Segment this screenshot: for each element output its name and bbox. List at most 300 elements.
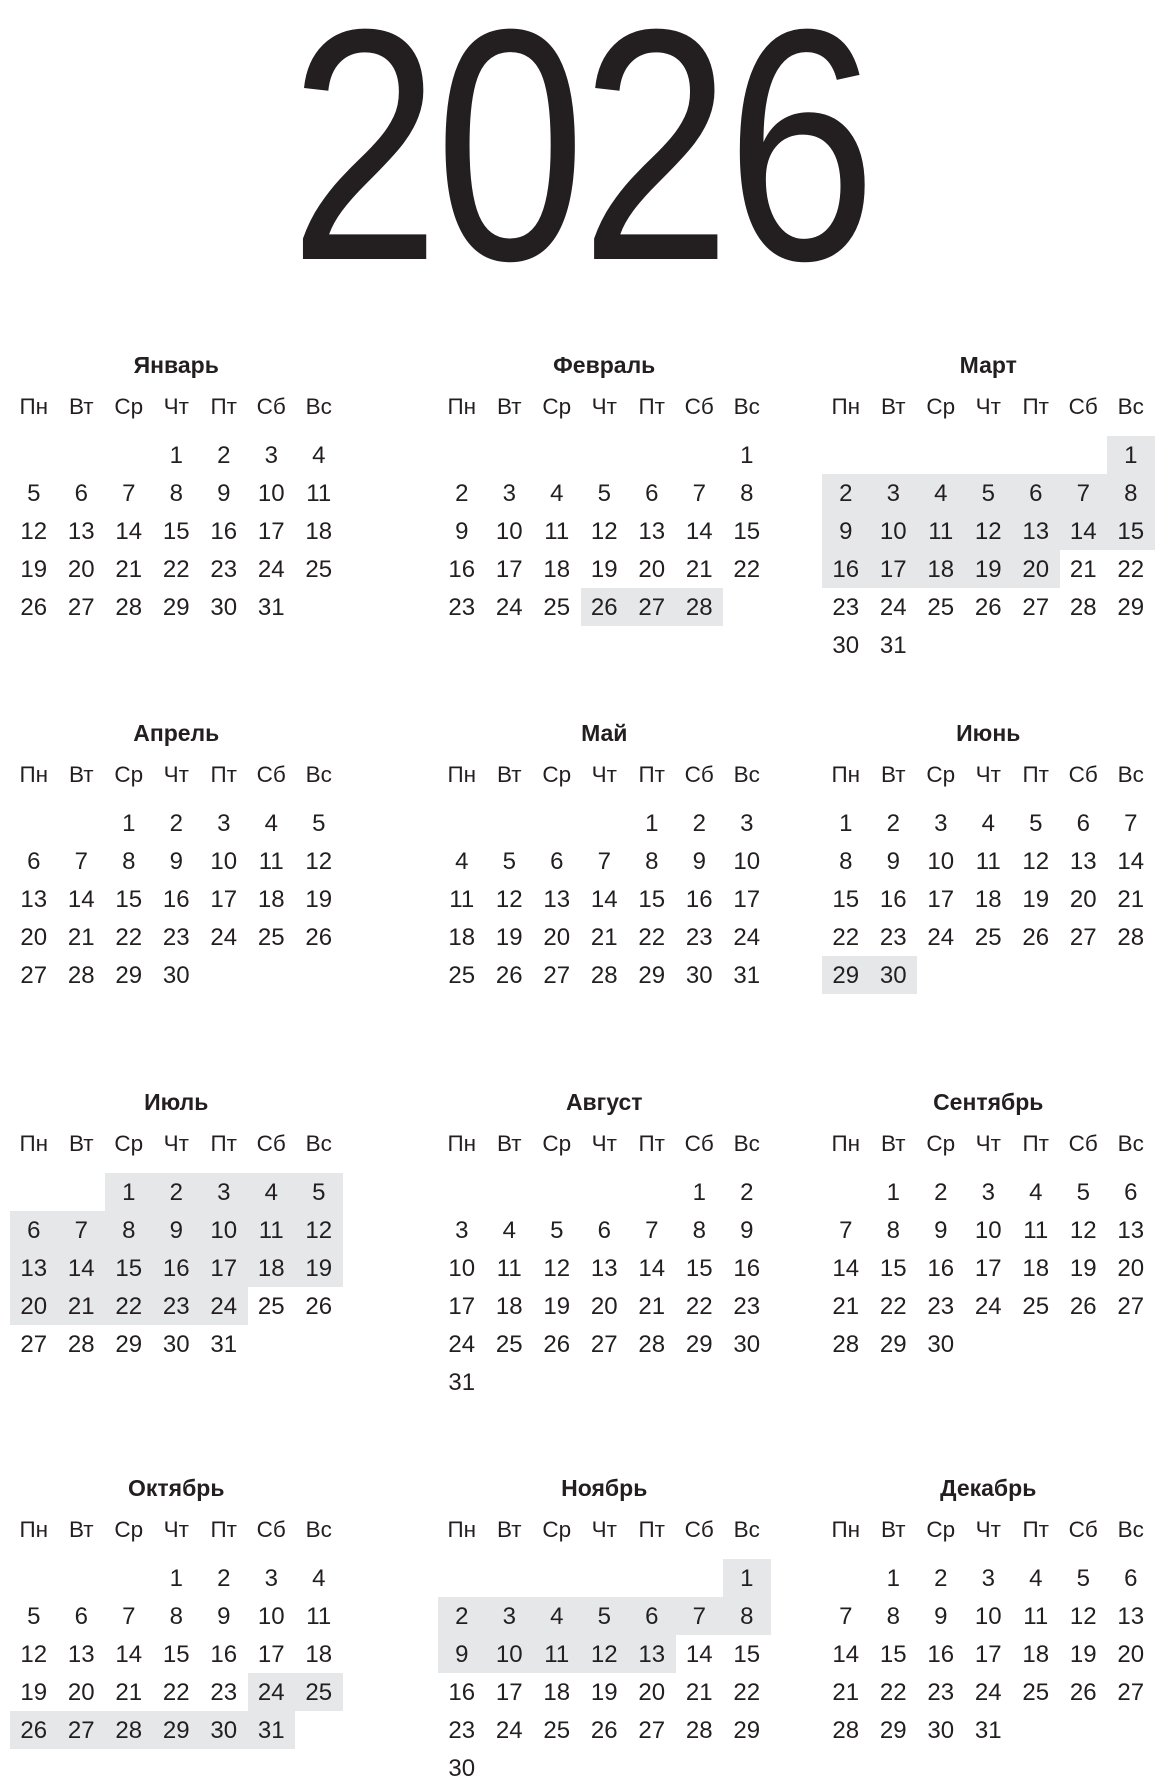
day-cell: 25: [1022, 1679, 1050, 1706]
day-cell: 16: [162, 886, 190, 913]
day-cell: 10: [210, 848, 238, 875]
day-cell: 23: [210, 556, 238, 583]
day-cell: 12: [974, 518, 1002, 545]
weekday-label: Пн: [447, 762, 477, 787]
day-cell: 14: [1117, 848, 1145, 875]
month-title: Февраль: [553, 352, 656, 378]
day-cell: 16: [448, 556, 476, 583]
day-cell: 9: [886, 848, 900, 875]
weekday-label: Вт: [68, 1131, 94, 1156]
day-cell: 21: [67, 924, 95, 951]
weekday-label: Пт: [210, 394, 237, 419]
day-cell: 6: [645, 1603, 659, 1630]
day-cell: 24: [448, 1331, 476, 1358]
day-cell: 16: [448, 1679, 476, 1706]
day-cell: 15: [879, 1641, 907, 1668]
day-cell: 6: [74, 480, 88, 507]
day-cell: 5: [1029, 810, 1043, 837]
day-cell: 14: [638, 1255, 666, 1282]
day-cell: 16: [879, 886, 907, 913]
day-cell: 23: [448, 594, 476, 621]
day-cell: 17: [974, 1641, 1002, 1668]
weekday-label: Пт: [1022, 762, 1049, 787]
day-cell: 6: [550, 848, 564, 875]
day-cell: 17: [879, 556, 907, 583]
day-cell: 31: [879, 632, 907, 659]
day-cell: 8: [692, 1217, 706, 1244]
day-cell: 3: [217, 1179, 231, 1206]
day-cell: 26: [305, 1293, 333, 1320]
day-cell: 20: [638, 556, 666, 583]
day-cell: 10: [495, 1641, 523, 1668]
day-cell: 11: [1023, 1217, 1049, 1244]
weekday-label: Пт: [210, 1131, 237, 1156]
day-cell: 18: [495, 1293, 523, 1320]
weekday-label: Ср: [114, 1131, 144, 1156]
day-cell: 30: [162, 1331, 190, 1358]
day-cell: 26: [305, 924, 333, 951]
day-cell: 7: [645, 1217, 659, 1244]
day-cell: 1: [692, 1179, 706, 1206]
day-cell: 20: [1069, 886, 1097, 913]
day-cell: 2: [740, 1179, 754, 1206]
weekday-label: Пн: [447, 394, 477, 419]
day-cell: 16: [733, 1255, 761, 1282]
day-cell: 20: [20, 1293, 48, 1320]
day-cell: 12: [543, 1255, 571, 1282]
day-cell: 6: [1124, 1565, 1138, 1592]
weekday-label: Вс: [733, 394, 760, 419]
weekday-label: Вс: [1117, 1517, 1144, 1542]
day-cell: 30: [733, 1331, 761, 1358]
day-cell: 4: [934, 480, 948, 507]
weekday-label: Вс: [305, 394, 332, 419]
day-cell: 31: [733, 962, 761, 989]
weekday-label: Вс: [733, 1131, 760, 1156]
day-cell: 13: [67, 518, 95, 545]
day-cell: 13: [1117, 1217, 1145, 1244]
day-cell: 28: [1117, 924, 1145, 951]
day-cell: 15: [638, 886, 666, 913]
day-cell: 3: [217, 810, 231, 837]
day-cell: 23: [927, 1679, 955, 1706]
day-cell: 7: [122, 480, 136, 507]
weekday-label: Пн: [19, 394, 49, 419]
day-cell: 25: [305, 1679, 333, 1706]
weekday-label: Чт: [975, 762, 1001, 787]
weekday-label: Чт: [591, 394, 617, 419]
day-cell: 5: [1076, 1565, 1090, 1592]
day-cell: 19: [974, 556, 1002, 583]
weekday-label: Ср: [926, 1517, 956, 1542]
weekday-label: Пт: [1022, 394, 1049, 419]
day-cell: 31: [257, 1717, 285, 1744]
weekday-label: Вс: [733, 1517, 760, 1542]
day-cell: 10: [927, 848, 955, 875]
day-cell: 7: [692, 480, 706, 507]
day-cell: 10: [495, 518, 523, 545]
day-cell: 9: [740, 1217, 754, 1244]
day-cell: 27: [1022, 594, 1050, 621]
day-cell: 20: [543, 924, 571, 951]
weekday-label: Пн: [447, 1131, 477, 1156]
weekday-label: Чт: [975, 1131, 1001, 1156]
day-cell: 23: [927, 1293, 955, 1320]
day-cell: 8: [169, 1603, 183, 1630]
day-cell: 21: [590, 924, 618, 951]
day-cell: 31: [257, 594, 285, 621]
day-cell: 3: [502, 480, 516, 507]
day-cell: 28: [638, 1331, 666, 1358]
day-cell: 10: [210, 1217, 238, 1244]
day-cell: 7: [597, 848, 611, 875]
day-cell: 26: [1069, 1679, 1097, 1706]
day-cell: 6: [74, 1603, 88, 1630]
day-cell: 8: [1124, 480, 1138, 507]
weekday-label: Чт: [975, 394, 1001, 419]
day-cell: 19: [590, 1679, 618, 1706]
day-cell: 20: [638, 1679, 666, 1706]
day-cell: 19: [305, 886, 333, 913]
day-cell: 4: [455, 848, 469, 875]
day-cell: 5: [312, 810, 326, 837]
day-cell: 31: [448, 1369, 476, 1396]
day-cell: 12: [305, 848, 333, 875]
day-cell: 7: [74, 1217, 88, 1244]
day-cell: 25: [495, 1331, 523, 1358]
weekday-label: Вт: [880, 1131, 906, 1156]
day-cell: 4: [550, 1603, 564, 1630]
day-cell: 11: [928, 518, 954, 545]
month-title: Май: [581, 720, 628, 746]
day-cell: 25: [927, 594, 955, 621]
day-cell: 30: [210, 1717, 238, 1744]
weekday-label: Чт: [163, 1517, 189, 1542]
day-cell: 14: [115, 518, 143, 545]
day-cell: 12: [590, 1641, 618, 1668]
day-cell: 25: [305, 556, 333, 583]
day-cell: 29: [1117, 594, 1145, 621]
day-cell: 19: [1069, 1255, 1097, 1282]
day-cell: 19: [543, 1293, 571, 1320]
weekday-label: Вт: [68, 762, 94, 787]
day-cell: 27: [638, 1717, 666, 1744]
day-cell: 12: [495, 886, 523, 913]
day-cell: 7: [692, 1603, 706, 1630]
day-cell: 12: [20, 518, 48, 545]
month-title: Март: [959, 352, 1017, 378]
weekday-label: Вт: [496, 1517, 522, 1542]
weekday-label: Ср: [926, 1131, 956, 1156]
day-cell: 2: [169, 1179, 183, 1206]
day-cell: 1: [1124, 442, 1138, 469]
weekday-label: Пн: [19, 762, 49, 787]
weekday-label: Сб: [256, 394, 286, 419]
weekday-label: Вс: [305, 762, 332, 787]
day-cell: 13: [590, 1255, 618, 1282]
day-cell: 26: [590, 1717, 618, 1744]
day-cell: 21: [685, 556, 713, 583]
day-cell: 13: [638, 518, 666, 545]
day-cell: 13: [1022, 518, 1050, 545]
day-cell: 22: [685, 1293, 713, 1320]
day-cell: 26: [974, 594, 1002, 621]
day-cell: 30: [685, 962, 713, 989]
day-cell: 30: [927, 1717, 955, 1744]
day-cell: 15: [733, 518, 761, 545]
day-cell: 19: [495, 924, 523, 951]
day-cell: 16: [162, 1255, 190, 1282]
day-cell: 14: [590, 886, 618, 913]
day-cell: 15: [733, 1641, 761, 1668]
day-cell: 18: [974, 886, 1002, 913]
day-cell: 29: [832, 962, 860, 989]
day-cell: 30: [210, 594, 238, 621]
day-cell: 27: [67, 594, 95, 621]
day-cell: 2: [934, 1179, 948, 1206]
day-cell: 9: [455, 518, 469, 545]
day-cell: 28: [832, 1717, 860, 1744]
day-cell: 28: [67, 962, 95, 989]
day-cell: 14: [115, 1641, 143, 1668]
day-cell: 9: [455, 1641, 469, 1668]
weekday-label: Пн: [831, 762, 861, 787]
day-cell: 19: [1069, 1641, 1097, 1668]
weekday-label: Вт: [880, 762, 906, 787]
day-cell: 17: [257, 518, 285, 545]
day-cell: 19: [20, 556, 48, 583]
day-cell: 9: [934, 1217, 948, 1244]
weekday-label: Вс: [305, 1517, 332, 1542]
day-cell: 8: [740, 480, 754, 507]
day-cell: 27: [590, 1331, 618, 1358]
weekday-label: Вс: [1117, 762, 1144, 787]
day-cell: 14: [685, 1641, 713, 1668]
day-cell: 2: [692, 810, 706, 837]
day-cell: 17: [495, 556, 523, 583]
day-cell: 16: [832, 556, 860, 583]
day-cell: 22: [162, 1679, 190, 1706]
weekday-label: Сб: [1068, 1517, 1098, 1542]
day-cell: 20: [590, 1293, 618, 1320]
day-cell: 24: [257, 1679, 285, 1706]
day-cell: 17: [210, 886, 238, 913]
weekday-label: Ср: [542, 1517, 572, 1542]
day-cell: 23: [448, 1717, 476, 1744]
day-cell: 8: [886, 1603, 900, 1630]
day-cell: 30: [448, 1755, 476, 1782]
day-cell: 18: [305, 518, 333, 545]
day-cell: 2: [217, 1565, 231, 1592]
month-title: Октябрь: [128, 1475, 225, 1501]
day-cell: 18: [257, 886, 285, 913]
day-cell: 13: [543, 886, 571, 913]
day-cell: 18: [448, 924, 476, 951]
day-cell: 5: [550, 1217, 564, 1244]
day-cell: 24: [974, 1679, 1002, 1706]
day-cell: 8: [122, 848, 136, 875]
day-cell: 16: [685, 886, 713, 913]
day-cell: 6: [597, 1217, 611, 1244]
day-cell: 12: [1069, 1217, 1097, 1244]
day-cell: 7: [1124, 810, 1138, 837]
day-cell: 9: [217, 480, 231, 507]
weekday-label: Вт: [496, 762, 522, 787]
day-cell: 14: [685, 518, 713, 545]
year-title: 2026: [289, 0, 872, 329]
day-cell: 2: [169, 810, 183, 837]
day-cell: 6: [645, 480, 659, 507]
day-cell: 5: [597, 1603, 611, 1630]
day-cell: 28: [685, 594, 713, 621]
day-cell: 10: [974, 1217, 1002, 1244]
day-cell: 6: [1076, 810, 1090, 837]
weekday-label: Сб: [1068, 394, 1098, 419]
day-cell: 30: [879, 962, 907, 989]
day-cell: 4: [502, 1217, 516, 1244]
weekday-label: Вт: [68, 1517, 94, 1542]
day-cell: 15: [115, 886, 143, 913]
day-cell: 9: [839, 518, 853, 545]
weekday-label: Вс: [305, 1131, 332, 1156]
day-cell: 23: [162, 924, 190, 951]
weekday-label: Ср: [542, 394, 572, 419]
month-title: Июнь: [956, 720, 1021, 746]
weekday-label: Пт: [1022, 1131, 1049, 1156]
day-cell: 21: [1069, 556, 1097, 583]
day-cell: 22: [115, 1293, 143, 1320]
day-cell: 9: [692, 848, 706, 875]
day-cell: 24: [257, 556, 285, 583]
day-cell: 28: [115, 1717, 143, 1744]
day-cell: 5: [312, 1179, 326, 1206]
day-cell: 11: [544, 1641, 570, 1668]
weekday-label: Сб: [684, 762, 714, 787]
day-cell: 15: [115, 1255, 143, 1282]
day-cell: 19: [1022, 886, 1050, 913]
day-cell: 29: [879, 1717, 907, 1744]
day-cell: 28: [685, 1717, 713, 1744]
day-cell: 20: [1117, 1255, 1145, 1282]
day-cell: 28: [1069, 594, 1097, 621]
weekday-label: Ср: [114, 1517, 144, 1542]
weekday-label: Вт: [68, 394, 94, 419]
day-cell: 23: [685, 924, 713, 951]
day-cell: 29: [879, 1331, 907, 1358]
day-cell: 22: [879, 1679, 907, 1706]
day-cell: 28: [832, 1331, 860, 1358]
day-cell: 5: [502, 848, 516, 875]
day-cell: 18: [1022, 1255, 1050, 1282]
weekday-label: Чт: [591, 1131, 617, 1156]
day-cell: 12: [305, 1217, 333, 1244]
day-cell: 7: [1076, 480, 1090, 507]
day-cell: 26: [20, 1717, 48, 1744]
weekday-label: Ср: [542, 762, 572, 787]
day-cell: 15: [162, 1641, 190, 1668]
day-cell: 24: [210, 924, 238, 951]
day-cell: 10: [448, 1255, 476, 1282]
day-cell: 26: [543, 1331, 571, 1358]
day-cell: 24: [733, 924, 761, 951]
day-cell: 26: [590, 594, 618, 621]
day-cell: 25: [448, 962, 476, 989]
day-cell: 4: [981, 810, 995, 837]
day-cell: 9: [934, 1603, 948, 1630]
weekday-label: Ср: [926, 394, 956, 419]
day-cell: 15: [1117, 518, 1145, 545]
day-cell: 25: [543, 594, 571, 621]
weekday-label: Сб: [256, 762, 286, 787]
weekday-label: Ср: [114, 762, 144, 787]
day-cell: 4: [1029, 1565, 1043, 1592]
day-cell: 5: [597, 480, 611, 507]
day-cell: 3: [934, 810, 948, 837]
day-cell: 14: [67, 886, 95, 913]
day-cell: 7: [74, 848, 88, 875]
weekday-label: Вс: [733, 762, 760, 787]
day-cell: 27: [67, 1717, 95, 1744]
day-cell: 25: [257, 924, 285, 951]
day-cell: 18: [305, 1641, 333, 1668]
day-cell: 27: [1117, 1293, 1145, 1320]
day-cell: 26: [495, 962, 523, 989]
day-cell: 20: [67, 556, 95, 583]
day-cell: 11: [306, 1603, 332, 1630]
weekday-label: Чт: [163, 1131, 189, 1156]
day-cell: 29: [162, 1717, 190, 1744]
day-cell: 12: [590, 518, 618, 545]
day-cell: 21: [832, 1293, 860, 1320]
day-cell: 2: [934, 1565, 948, 1592]
weekday-label: Сб: [684, 1131, 714, 1156]
day-cell: 29: [733, 1717, 761, 1744]
weekday-label: Ср: [542, 1131, 572, 1156]
day-cell: 5: [1076, 1179, 1090, 1206]
weekday-label: Сб: [684, 394, 714, 419]
day-cell: 18: [1022, 1641, 1050, 1668]
day-cell: 27: [20, 962, 48, 989]
day-cell: 20: [67, 1679, 95, 1706]
month-title: Июль: [144, 1089, 209, 1115]
day-cell: 30: [162, 962, 190, 989]
day-cell: 16: [927, 1641, 955, 1668]
day-cell: 9: [169, 1217, 183, 1244]
day-cell: 4: [264, 1179, 278, 1206]
day-cell: 15: [879, 1255, 907, 1282]
day-cell: 21: [115, 1679, 143, 1706]
weekday-label: Вс: [1117, 394, 1144, 419]
weekday-label: Пн: [19, 1131, 49, 1156]
day-cell: 29: [162, 594, 190, 621]
day-cell: 1: [169, 442, 183, 469]
day-cell: 22: [638, 924, 666, 951]
day-cell: 2: [886, 810, 900, 837]
day-cell: 24: [495, 594, 523, 621]
day-cell: 21: [115, 556, 143, 583]
day-cell: 5: [981, 480, 995, 507]
day-cell: 3: [981, 1179, 995, 1206]
weekday-label: Чт: [975, 1517, 1001, 1542]
day-cell: 8: [740, 1603, 754, 1630]
day-cell: 6: [27, 848, 41, 875]
day-cell: 26: [20, 594, 48, 621]
day-cell: 25: [257, 1293, 285, 1320]
day-cell: 21: [638, 1293, 666, 1320]
day-cell: 3: [740, 810, 754, 837]
day-cell: 28: [115, 594, 143, 621]
month-title: Декабрь: [940, 1475, 1037, 1501]
